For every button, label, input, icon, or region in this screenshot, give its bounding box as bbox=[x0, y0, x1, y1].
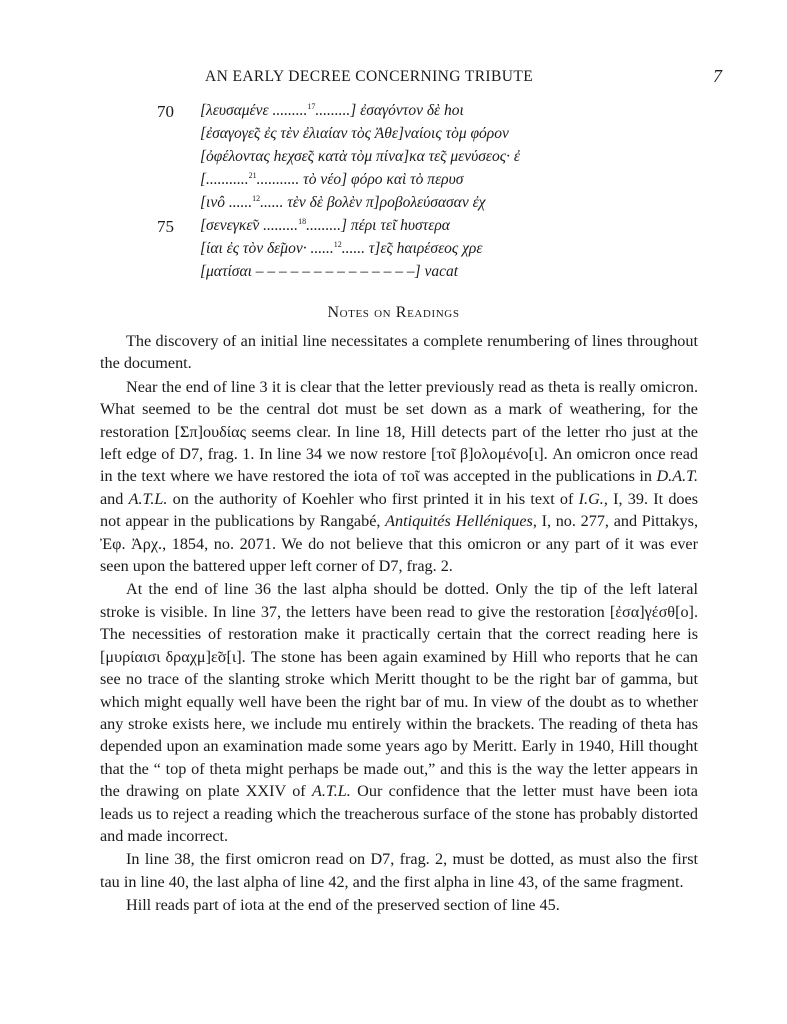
text-run: Our confidence that the letter must have been iota leads us to reject a reading which the treacherous surface of the stone has probably distorted and made incorrect. bbox=[100, 782, 698, 845]
greek-text: [σενεγκε̃ν .........$^{18}$.........] πέρι τε̃ι hυστερα bbox=[200, 217, 450, 235]
line-number: 75 bbox=[157, 217, 174, 236]
text-run: , I, 39. It does not appear in the publications by Rangabé, bbox=[100, 489, 698, 531]
greek-text: [λευσαμένε .........$^{17}$.........] ἐσαγόντον δὲ hοι bbox=[200, 102, 464, 120]
lacuna-count: 17 bbox=[307, 102, 316, 111]
lacuna-count: 12 bbox=[333, 240, 342, 249]
greek-text: [ὀφέλοντας hεχσε̃ς κατὰ τὸμ πίνα]κα τε̃ς μενύσεος· ἐ bbox=[200, 148, 520, 165]
inscription-line bbox=[0, 263, 787, 286]
text-run: and bbox=[100, 489, 129, 508]
text-run: The discovery of an initial line necessitates a complete renumbering of lines throughout the document. bbox=[100, 332, 698, 373]
lacuna-count: 18 bbox=[298, 217, 307, 226]
text-run: Near the end of line 3 it is clear that the letter previously read as theta is really omicron. What seemed to be the central dot must be set down as a mark of weathering, for the restoration [Σπ]ουδίας seems clear. In line 18, Hill detects part of the letter rho just at the left edge of D7, frag. 1. In line 34 we now restore [το̃ι β]ολομένο[ι]. An omicron once read in the text where we have restored the iota of το̃ι was accepted in the publications in bbox=[100, 377, 698, 486]
greek-text: [...........$^{21}$........... τὸ νέο] φόρο καὶ τὸ περυσ bbox=[200, 171, 464, 189]
inscription-line bbox=[0, 125, 787, 148]
lacuna-count: 12 bbox=[252, 194, 261, 203]
running-title: AN EARLY DECREE CONCERNING TRIBUTE bbox=[205, 68, 534, 85]
paragraph bbox=[100, 330, 698, 375]
inscription-line bbox=[0, 171, 787, 194]
notes-body bbox=[100, 330, 698, 917]
page-header bbox=[0, 68, 787, 90]
inscription-line bbox=[0, 194, 787, 217]
inscription-text bbox=[0, 102, 787, 286]
text-run: In line 38, the first omicron read on D7, frag. 2, must be dotted, as must also the first tau in line 40, the last alpha of line 42, and the first alpha in line 43, of the same fragment. bbox=[100, 850, 698, 891]
text-run: , I, no. 277, and Pittakys, Ἐφ. Ἀρχ., 1854, no. 2071. We do not believe that this omicron or any part of it was ever seen upon the battered upper left corner of D7, frag. 2. bbox=[100, 512, 698, 576]
inscription-line bbox=[0, 217, 787, 240]
text-run: on the authority of Koehler who first printed it in his text of bbox=[167, 489, 579, 508]
italic-citation: A.T.L. bbox=[128, 489, 168, 508]
inscription-line bbox=[0, 102, 787, 125]
inscription-line bbox=[0, 240, 787, 263]
paragraph bbox=[100, 376, 698, 578]
italic-citation: Antiquités Helléniques bbox=[385, 512, 533, 531]
page-number: 7 bbox=[713, 66, 722, 86]
inscription-line bbox=[0, 148, 787, 171]
section-heading: Notes on Readings bbox=[327, 304, 460, 321]
italic-citation: A.T.L. bbox=[312, 782, 351, 801]
text-run: Hill reads part of iota at the end of the preserved section of line 45. bbox=[126, 896, 560, 915]
greek-text: [ίαι ἐς τὸν δε̃μον· ......$^{12}$...... τ]ε̃ς hαιρέσεος χρε bbox=[200, 240, 483, 258]
line-number: 70 bbox=[157, 102, 174, 121]
greek-text: [ματίσαι – – – – – – – – – – – – – –] vacat bbox=[200, 263, 459, 280]
greek-text: [ινô ......$^{12}$...... τὲν δὲ βολὲν π]ροβολεύσασαν ἐχ bbox=[200, 194, 486, 212]
paragraph bbox=[100, 848, 698, 893]
paragraph bbox=[100, 578, 698, 847]
paragraph bbox=[100, 894, 698, 916]
greek-text: [ἐσαγογε̃ς ἐς τὲν ἐλιαίαν τὸς Ἀθε]ναίοις τὸμ φόρον bbox=[200, 125, 509, 142]
italic-citation: I.G. bbox=[578, 489, 604, 508]
text-run: At the end of line 36 the last alpha should be dotted. Only the tip of the left lateral stroke is visible. In line 37, the letters have been read to give the restoration [ἐσα]γέσθ[ο]. The necessities of restoration make it practically certain that the correct reading here is [μυρίαισι δραχμ]ε̃σ[ι]. The stone has been again examined by Hill who reports that he can see no trace of the slanting stroke which Meritt thought to be the right bar of gamma, but which might equally well have been the right bar of mu. In view of the doubt as to whether any stroke exists here, we include mu entirely within the brackets. The reading of theta has depended upon an examination made some years ago by Meritt. Early in 1940, Hill thought that the “ top of theta might perhaps be made out,” and this is the way the letter appears in the drawing on plate XXIV of bbox=[100, 580, 698, 801]
italic-citation: D.A.T. bbox=[656, 467, 698, 486]
lacuna-count: 21 bbox=[248, 171, 257, 180]
